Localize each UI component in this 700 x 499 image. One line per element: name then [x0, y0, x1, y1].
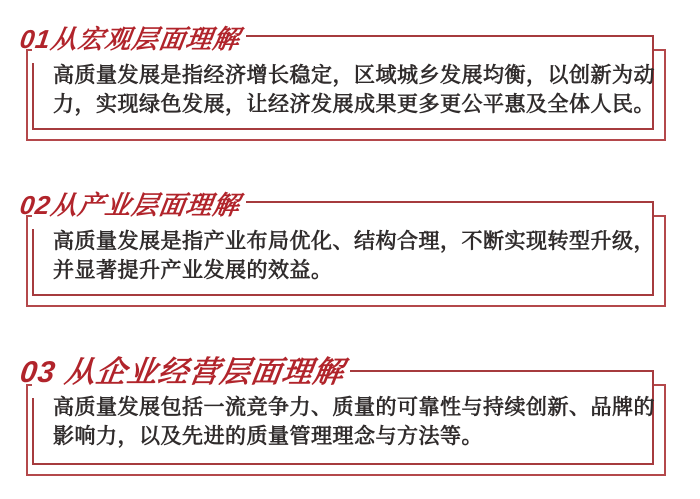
- section-heading-macro: 01从宏观层面理解: [18, 24, 243, 54]
- heading-row: [18, 190, 654, 220]
- body-text-line: 影响力，以及先进的质量管理理念与方法等。: [53, 425, 483, 448]
- heading-row: [18, 357, 654, 389]
- section-heading-enterprise: 03 从企业经营层面理解: [18, 356, 347, 389]
- body-text-line: 高质量发展包括一流竞争力、质量的可靠性与持续创新、品牌的: [53, 396, 655, 419]
- section-industry: [0, 190, 700, 310]
- section-macro: [0, 24, 700, 144]
- heading-rule-line: [246, 35, 654, 37]
- body-text-line: 高质量发展是指经济增长稳定，区域城乡发展均衡，以创新为动: [53, 64, 655, 87]
- section-enterprise: [0, 357, 700, 479]
- section-heading-industry: 02从产业层面理解: [18, 190, 243, 220]
- heading-row: [18, 24, 654, 54]
- heading-rule-line: [350, 370, 654, 372]
- body-text-line: 高质量发展是指产业布局优化、结构合理，不断实现转型升级，: [53, 230, 655, 253]
- heading-rule-line: [246, 201, 654, 203]
- body-text-line: 并显著提升产业发展的效益。: [53, 259, 333, 282]
- body-text-line: 力，实现绿色发展，让经济发展成果更多更公平惠及全体人民。: [53, 93, 655, 116]
